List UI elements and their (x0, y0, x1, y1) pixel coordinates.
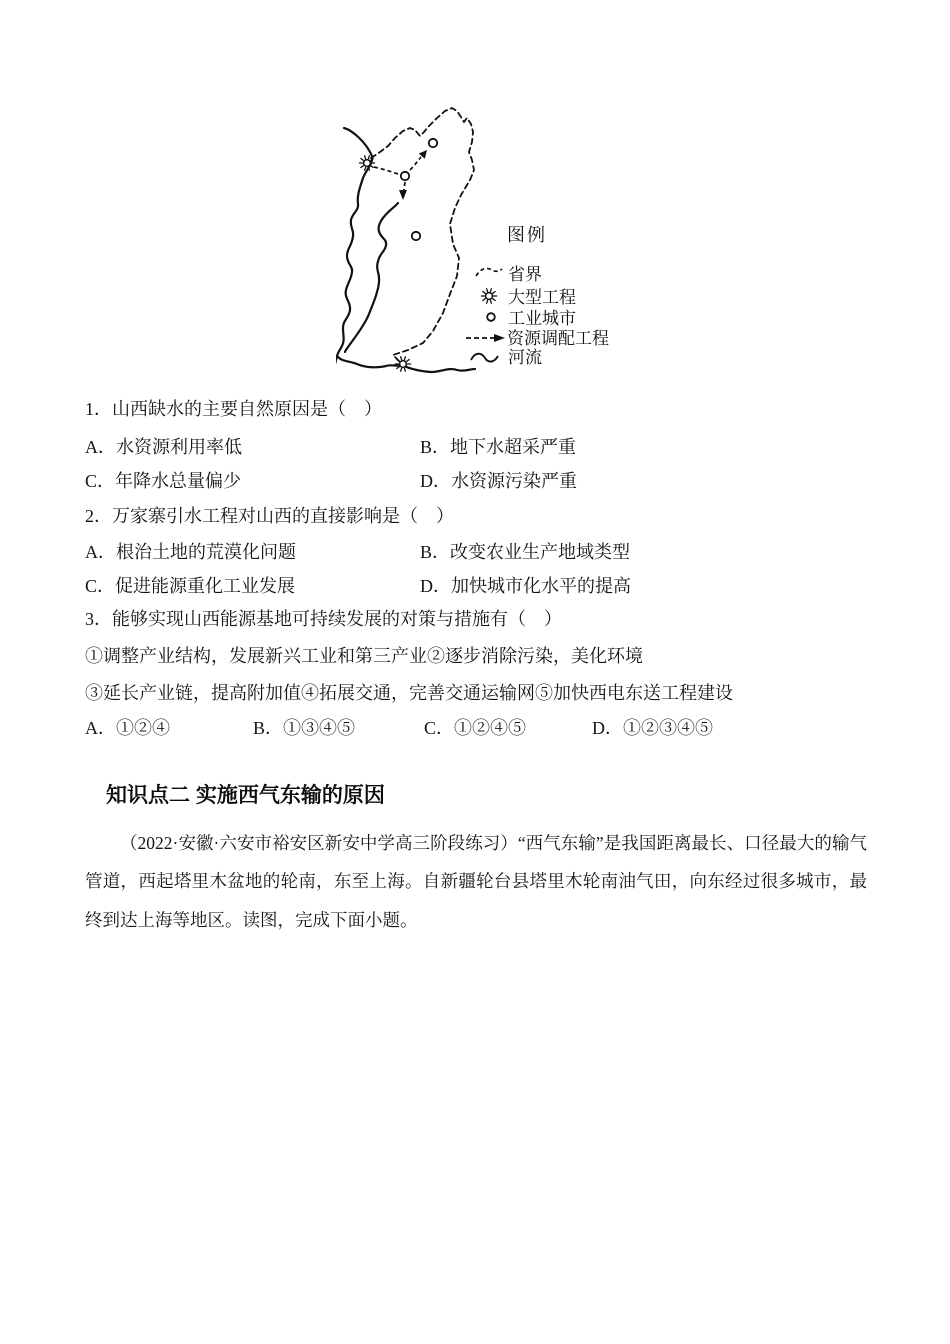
question-3-option-d (592, 718, 713, 738)
option-label: D． (420, 471, 451, 491)
question-2-stem (85, 506, 454, 526)
option-text: 水资源利用率低 (116, 437, 242, 457)
legend-arrowhead-icon (494, 334, 505, 342)
question-1-text: 山西缺水的主要自然原因是（ ） (112, 399, 382, 419)
legend-label-transfer-project: 资源调配工程 (507, 329, 609, 348)
option-text: 加快城市化水平的提高 (451, 576, 631, 596)
question-2-option-c (85, 576, 295, 596)
question-1-stem (85, 399, 382, 419)
transfer-arrowhead-south (399, 190, 407, 200)
option-text: 水资源污染严重 (451, 471, 577, 491)
question-3-option-c (424, 718, 526, 738)
legend-label-province-border: 省界 (508, 265, 542, 284)
legend-wavy-line-icon (471, 354, 498, 362)
legend-circle-icon (487, 313, 495, 321)
province-border-path (371, 108, 474, 361)
legend-title: 图例 (507, 225, 547, 245)
option-text: ①③④⑤ (283, 718, 356, 738)
question-3-stem (85, 609, 562, 629)
question-2-number: 2． (85, 506, 112, 526)
option-text: ①②④⑤ (454, 718, 527, 738)
fen-river-path (345, 203, 398, 352)
legend-label-industrial-city: 工业城市 (508, 309, 576, 328)
question-3-statement-1: ①调整产业结构，发展新兴工业和第三产业②逐步消除污染，美化环境 (85, 646, 643, 666)
map-legend (466, 225, 609, 367)
question-2-text: 万家寨引水工程对山西的直接影响是（ ） (112, 506, 454, 526)
question-1-option-d (420, 471, 577, 491)
question-2-option-d (420, 576, 631, 596)
option-text: 地下水超采严重 (450, 437, 577, 457)
legend-sun-icon (481, 289, 496, 303)
question-2-option-a (85, 542, 296, 562)
option-text: 促进能源重化工业发展 (115, 576, 296, 596)
transfer-project-line-northeast (410, 157, 421, 170)
option-label: A． (85, 542, 116, 562)
legend-label-large-project: 大型工程 (508, 288, 576, 307)
option-label: C． (85, 576, 116, 596)
question-1-option-c (85, 471, 241, 491)
option-label: A． (85, 718, 116, 738)
option-text: ①②④ (116, 718, 170, 738)
option-text: 根治土地的荒漠化问题 (116, 542, 296, 562)
industrial-city-marker-north (429, 139, 437, 147)
option-label: D． (592, 718, 623, 738)
section-intro-paragraph: （2022·安徽·六安市裕安区新安中学高三阶段练习）“西气东输”是我国距离最长、口径最大的输气管道，西起塔里木盆地的轮南，东至上海。自新疆轮台县塔里木轮南油气田，向东经过很多城市，最终到达上海等地区。读图，完成下面小题。 (85, 832, 867, 930)
question-3-option-a (85, 718, 170, 738)
question-1-option-a (85, 437, 242, 457)
industrial-city-marker-middle (401, 172, 409, 180)
question-3-option-b (253, 718, 355, 738)
option-label: C． (424, 718, 455, 738)
option-text: 改变农业生产地域类型 (450, 542, 631, 562)
industrial-city-marker-lower (412, 232, 420, 240)
question-1-option-b (420, 437, 576, 457)
shanxi-map-svg (336, 100, 646, 380)
transfer-project-line-south (404, 182, 405, 190)
option-label: A． (85, 437, 116, 457)
option-label: D． (420, 576, 451, 596)
map-figure (336, 100, 646, 380)
question-3-text: 能够实现山西能源基地可持续发展的对策与措施有（ ） (112, 609, 562, 629)
option-label: B． (253, 718, 284, 738)
option-label: B． (420, 437, 451, 457)
question-3-statement-2: ③延长产业链，提高附加值④拓展交通，完善交通运输网⑤加快西电东送工程建设 (85, 683, 733, 703)
question-2-option-b (420, 542, 630, 562)
question-3-number: 3． (85, 609, 112, 629)
legend-label-river: 河流 (508, 348, 542, 367)
question-1-number: 1． (85, 399, 112, 419)
option-text: 年降水总量偏少 (115, 471, 242, 491)
option-text: ①②③④⑤ (623, 718, 713, 738)
transfer-project-line-east (374, 167, 398, 174)
option-label: C． (85, 471, 116, 491)
section-heading: 知识点二 实施西气东输的原因 (106, 784, 385, 808)
legend-dashed-line-icon (476, 268, 502, 276)
option-label: B． (420, 542, 451, 562)
